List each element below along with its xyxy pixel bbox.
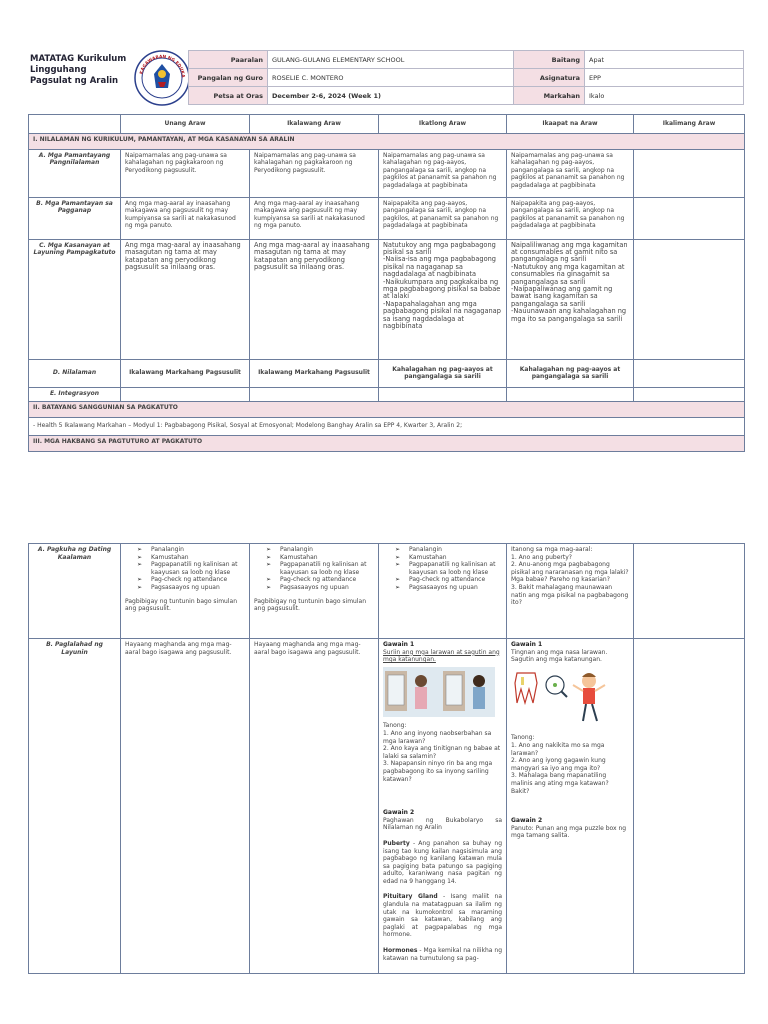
integration-day5: [634, 387, 745, 401]
competencies-day1: Ang mga mag-aaral ay inaasahang masagutan ng tama at may katapatan ang peryodikong pagsusulit sa inilaang oras.: [121, 239, 250, 359]
objective-day5: [634, 639, 745, 974]
objective-day2: Hayaang maghanda ang mga mag-aaral bago isagawa ang pagsusulit.: [250, 639, 379, 974]
list-item: ➢ Kamustahan: [266, 554, 374, 562]
vocab-term: Pituitary Gland: [383, 893, 438, 901]
routine-list-day2: [254, 546, 374, 592]
activity-1-title: Gawain 1: [383, 641, 415, 648]
date-label: Petsa at Oras: [189, 87, 268, 105]
vocab-definition: - Ang panahon sa buhay ng isang tao kung kailan nagsisimula ang pagbabago ng kanilang katawan mula sa pagiging bata patungo sa pagiging adulto, karaniwang nasa pagitan ng edad na 9 hanggang 14.: [383, 839, 502, 885]
references-text: - Health 5 Ikalawang Markahan – Modyul 1: Pagbabagong Pisikal, Sosyal at Emosyonal; Modelong Banghay Aralin sa EPP 4, Kwarter 3, Aralin 2;: [29, 417, 745, 435]
lesson-plan-table: [28, 114, 745, 452]
list-item: ➢ Panalangin: [395, 546, 502, 554]
content-day2: Ikalawang Markahang Pagsusulit: [250, 359, 379, 387]
competencies-day2: Ang mga mag-aaral ay inaasahang masagutan ng tama at may katapatan ang peryodikong pagsusulit sa inilaang oras.: [250, 239, 379, 359]
integration-day4: [507, 387, 634, 401]
prior-knowledge-day2: [250, 544, 379, 639]
activity-2-title: Gawain 2: [383, 809, 415, 817]
competencies-day3: Natutukoy ang mga pagbabagong pisikal sa sarili -Naiisa-isa ang mga pagbabagong pisikal na nagaganap sa nagdadalaga at nagbibinata -Naikukumpara ang pagkakaiba ng mga pagbabagong pisikal sa babae at lalaki -Napapahalagahan ang mga pagbabagong pisikal na nagaganap sa isang nagdadalaga at nagbibinata: [379, 239, 507, 359]
list-item: ➢ Pag-check ng attendance: [395, 576, 502, 584]
performance-standards-day3: Naipapakita ang pag-aayos, pangangalaga sa sarili, angkop na pagkilos, at pananamit sa panahon ng pagdadalaga at pagbibinata: [379, 197, 507, 239]
content-standards-day4: Naipamamalas ang pag-unawa sa kahalagahan ng pag-aayos, pangangalaga sa sarili, angkop na pagkilos at pananamit sa panahon ng pagdadalaga at pagbibinata: [507, 149, 634, 197]
day-header-4: Ikaapat na Araw: [507, 115, 634, 134]
content-standards-day3: Naipamamalas ang pag-unawa sa kahalagahan ng pag-aayos, pangangalaga sa sarili, angkop na pagkilos at pananamit sa panahon ng pagdadalaga at pagbibinata: [379, 149, 507, 197]
content-standards-day5: [634, 149, 745, 197]
document-title: MATATAG Kurikulum Lingguhang Pagsulat ng Aralin: [30, 54, 127, 86]
routine-list-day3: [383, 546, 502, 592]
day-header-5: Ikalimang Araw: [634, 115, 745, 134]
prior-knowledge-day4: Itanong sa mga mag-aaral: 1. Ano ang puberty? 2. Anu-anong mga pagbabagong pisikal ang nararanasan ng mga lalaki? Mga babae? Pareho ng kasarian? 3. Bakit mahalagang maunawaan natin ang mga pisikal na pagbabagong ito?: [507, 544, 634, 639]
list-item: ➢ Pag-check ng attendance: [137, 576, 245, 584]
vocab-definition: - Isang maliit na glandula na matatagpuan sa ilalim ng utak na kumokontrol sa maraming gawain sa katawan, kabilang ang paglaki at pagpapalabas ng mga hormone.: [383, 893, 502, 939]
section-title-1: I. NILALAMAN NG KURIKULUM, PAMANTAYAN, AT MGA KASANAYAN SA ARALIN: [29, 133, 745, 149]
school-value: GULANG-GULANG ELEMENTARY SCHOOL: [268, 51, 514, 69]
school-label: Paaralan: [189, 51, 268, 69]
deped-seal-icon: [134, 50, 190, 106]
vocab-hormones: [383, 947, 502, 962]
day-header-2: Ikalawang Araw: [250, 115, 379, 134]
content-day1: Ikalawang Markahang Pagsusulit: [121, 359, 250, 387]
test-rules-note-day2: Pagbibigay ng tuntunin bago simulan ang pagsusulit.: [254, 597, 366, 613]
objective-day4: [507, 639, 634, 974]
activity-1-title: Gawain 1: [511, 641, 543, 648]
quarter-value: Ikalo: [585, 87, 744, 105]
performance-standards-day5: [634, 197, 745, 239]
performance-standards-day2: Ang mga mag-aaral ay inaasahang makagawa ang pagsusulit ng may kumpiyansa sa sarili at nakakasunod ng mga panuto.: [250, 197, 379, 239]
activity-2-text: Paghawan ng Bukabolaryo sa Nilalaman ng Aralin: [383, 816, 502, 832]
teacher-value: ROSELIE C. MONTERO: [268, 69, 514, 87]
vocab-term: Puberty: [383, 839, 410, 847]
grade-label: Baitang: [514, 51, 585, 69]
day-header-1: Unang Araw: [121, 115, 250, 134]
integration-day2: [250, 387, 379, 401]
teacher-label: Pangalan ng Guro: [189, 69, 268, 87]
content-day5: [634, 359, 745, 387]
list-item: ➢ Kamustahan: [395, 554, 502, 562]
quarter-label: Markahan: [514, 87, 585, 105]
list-item: ➢ Pagsasaayos ng upuan: [266, 584, 374, 592]
list-item: ➢ Pagsasaayos ng upuan: [395, 584, 502, 592]
lesson-header: [28, 50, 744, 106]
row-label-content: D. Nilalaman: [29, 359, 121, 387]
corner-cell: [29, 115, 121, 134]
subject-label: Asignatura: [514, 69, 585, 87]
vocab-definition: - Mga kemikal na nilikha ng katawan na tumutulong sa pag-: [383, 947, 502, 962]
list-item: ➢ Pagpapanatili ng kalinisan at kaayusan sa loob ng klase: [266, 561, 374, 576]
vocab-pituitary: [383, 893, 502, 939]
list-item: ➢ Pagpapanatili ng kalinisan at kaayusan sa loob ng klase: [395, 561, 502, 576]
content-standards-day1: Naipamamalas ang pag-unawa sa kahalagahan ng pagkakaroon ng Peryodikong pagsusulit.: [121, 149, 250, 197]
list-item: ➢ Pagpapanatili ng kalinisan at kaayusan sa loob ng klase: [137, 561, 245, 576]
activity-1-text: Suriin ang mga larawan at sagutin ang mga katanungan.: [383, 648, 500, 664]
grade-value: Apat: [585, 51, 744, 69]
list-item: ➢ Pag-check ng attendance: [266, 576, 374, 584]
competencies-day4: Naipaliliwanag ang mga kagamitan at consumables at gamit nito sa pangangalaga ng sarili -Natutukoy ang mga kagamitan at consumables na ginagamit sa pangangalaga sa sarili -Naipapaliwanag ang gamit ng bawat isang kagamitan sa pangangalaga sa sarili -Nauunawaan ang kahalagahan ng mga ito sa pangangalaga sa sarili: [507, 239, 634, 359]
objective-day1: Hayaang maghanda ang mga mag-aaral bago isagawa ang pagsusulit.: [121, 639, 250, 974]
puberty-illustration-icon: [383, 667, 495, 717]
section-title-2: II. BATAYANG SANGGUNIAN SA PAGKATUTO: [29, 401, 745, 417]
row-label-lesson-objective: B. Paglalahad ng Layunin: [29, 639, 121, 974]
row-label-content-standards: A. Mga Pamantayang Pangnilalaman: [29, 149, 121, 197]
performance-standards-day4: Naipapakita ang pag-aayos, pangangalaga sa sarili, angkop na pagkilos at pananamit sa panahon ng pagdadalaga at pagbibinata: [507, 197, 634, 239]
vocab-term: Hormones: [383, 947, 418, 955]
content-standards-day2: Naipamamalas ang pag-unawa sa kahalagahan ng pagkakaroon ng Peryodikong pagsusulit.: [250, 149, 379, 197]
activity-2-text: Panuto: Punan ang mga puzzle box ng mga tamang salita.: [511, 824, 627, 840]
activity-1-questions: Tanong: 1. Ano ang nakikita mo sa mga larawan? 2. Ano ang iyong gagawin kung mangyari sa iyo ang mga ito? 3. Mahalaga bang mapanatiling malinis ang ating mga katawan? Bakit?: [511, 734, 609, 795]
list-item: ➢ Panalangin: [137, 546, 245, 554]
row-label-integration: E. Integrasyon: [29, 387, 121, 401]
prior-knowledge-day1: [121, 544, 250, 639]
objective-day3: [379, 639, 507, 974]
subject-value: EPP: [585, 69, 744, 87]
content-day4: Kahalagahan ng pag-aayos at pangangalaga sa sarili: [507, 359, 634, 387]
row-label-prior-knowledge: A. Pagkuha ng Dating Kaalaman: [29, 544, 121, 639]
integration-day1: [121, 387, 250, 401]
list-item: ➢ Kamustahan: [137, 554, 245, 562]
test-rules-note-day1: Pagbibigay ng tuntunin bago simulan ang pagsusulit.: [125, 597, 237, 613]
activity-1-text: Tingnan ang mga nasa larawan. Sagutin ang mga katanungan.: [511, 648, 608, 664]
routine-list-day1: [125, 546, 245, 592]
prior-knowledge-day3: [379, 544, 507, 639]
section-title-3: III. MGA HAKBANG SA PAGTUTURO AT PAGKATUTO: [29, 435, 745, 451]
activity-1-questions: Tanong: 1. Ano ang inyong naobserbahan sa mga larawan? 2. Ano kaya ang tinitignan ng babae at lalaki sa salamin? 3. Napapansin ninyo rin ba ang mga pagbabagong ito sa inyong sariling katawan?: [383, 722, 501, 783]
list-item: ➢ Panalangin: [266, 546, 374, 554]
content-day3: Kahalagahan ng pag-aayos at pangangalaga sa sarili: [379, 359, 507, 387]
day-header-3: Ikatlong Araw: [379, 115, 507, 134]
list-item: ➢ Pagsasaayos ng upuan: [137, 584, 245, 592]
vocab-puberty: [383, 840, 502, 886]
prior-knowledge-day5: [634, 544, 745, 639]
activity-2-title: Gawain 2: [511, 817, 543, 825]
lesson-steps-table: [28, 543, 745, 974]
integration-day3: [379, 387, 507, 401]
header-info-grid: [188, 50, 744, 105]
performance-standards-day1: Ang mga mag-aaral ay inaasahang makagawa ang pagsusulit ng may kumpiyansa sa sarili at nakakasunod ng mga panuto.: [121, 197, 250, 239]
seal-text: KAGAWARAN NG EDUKA: [139, 54, 186, 78]
row-label-performance-standards: B. Mga Pamantayan sa Pagganap: [29, 197, 121, 239]
row-label-learning-competencies: C. Mga Kasanayan at Layuning Pampagkatuto: [29, 239, 121, 359]
date-value: December 2-6, 2024 (Week 1): [268, 87, 514, 105]
hygiene-illustration-icon: [511, 667, 623, 729]
competencies-day5: [634, 239, 745, 359]
